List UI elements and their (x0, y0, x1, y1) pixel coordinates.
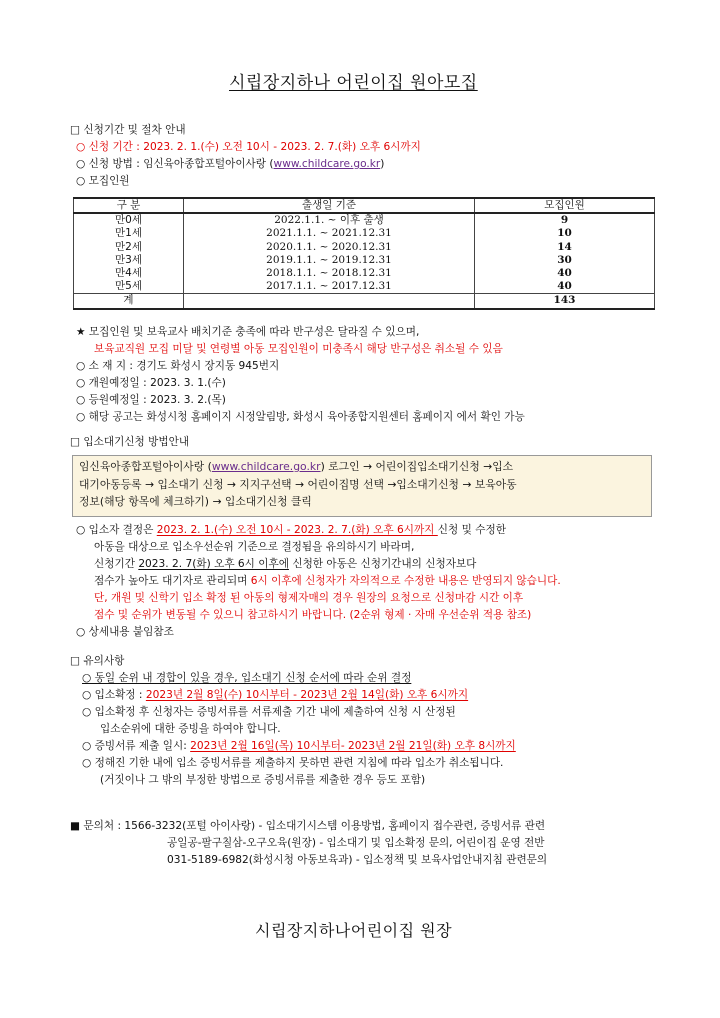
page-title: 시립장지하나 어린이집 원아모집 (229, 73, 478, 93)
table-row (74, 241, 655, 254)
age-cell: 만4세 (74, 267, 184, 280)
age-cell: 만5세 (74, 280, 184, 294)
birth-cell: 2019.1.1. ~ 2019.12.31 (184, 254, 475, 267)
age-cell: 만1세 (74, 227, 184, 240)
steps-line-1 (79, 458, 645, 476)
birth-cell: 2021.1.1. ~ 2021.12.31 (184, 227, 475, 240)
age-cell: 만2세 (74, 241, 184, 254)
decision-line-2: 아동을 대상으로 입소우선순위 기준으로 결정됨을 유의하시기 바라며, (94, 541, 415, 553)
birth-cell: 2020.1.1. ~ 2020.12.31 (184, 241, 475, 254)
application-method (76, 157, 384, 171)
decision-text: 신청 및 수정한 (437, 524, 506, 536)
childcare-link[interactable]: www.childcare.go.kr (273, 158, 381, 170)
decision-warning: 6시 이후에 신청자가 자의적으로 수정한 내용은 반영되지 않습니다. (250, 575, 561, 587)
caution-item-5: ○ 정해진 기한 내에 입소 증빙서류를 제출하지 못하면 관련 지침에 따라 입소가 취소됩니다. (82, 757, 504, 769)
steps-text: 임신육아종합포털아이사랑 ( (79, 460, 212, 473)
count-cell: 40 (475, 267, 655, 280)
caution-item-4 (82, 739, 516, 753)
steps-line-2: 대기아동등록 → 입소대기 신청 → 지지구선택 → 어린이집명 선택 →입소대기신청 → 보육아동 (79, 477, 517, 491)
decision-line-3 (94, 557, 476, 571)
caution-text: ○ 증빙서류 제출 일시: (82, 740, 191, 752)
decision-text: 신청기간 (94, 558, 139, 570)
decision-line-6: 점수 및 순위가 변동될 수 있으니 참고하시기 바랍니다. (2순위 형제 · 자매 우선순위 적용 참조) (94, 609, 532, 621)
age-cell: 만3세 (74, 254, 184, 267)
caution-text: ○ 입소확정 : (82, 689, 146, 701)
steps-text: ) 로그인 → 어린이집입소대기신청 →입소 (320, 460, 514, 473)
contact-line-1: ■ 문의처 : 1566-3232(포털 아이사랑) - 입소대기시스템 이용방법, 홈페이지 접수관련, 증빙서류 관련 (70, 820, 546, 832)
total-value: 143 (475, 294, 655, 309)
decision-line-4 (94, 574, 561, 588)
caution-item-3: ○ 입소확정 후 신청자는 증빙서류를 서류제출 기간 내에 제출하여 신청 시 산정된 (82, 706, 456, 718)
count-cell: 9 (475, 213, 655, 227)
contact-line-2: 공일공-팔구칠삼-오구오육(원장) - 입소대기 및 입소확정 문의, 어린이집 운영 전반 (167, 837, 545, 849)
method-text: ○ 신청 방법 : 임신육아종합포털아이사랑 ( (76, 158, 274, 170)
caution-item-1: ○ 동일 순위 내 경합이 있을 경우, 입소대기 신청 순서에 따라 순위 결정 (82, 672, 412, 684)
table-row (74, 280, 655, 294)
count-cell: 14 (475, 241, 655, 254)
header-birth: 출생일 기준 (184, 198, 475, 213)
document-period: 2023년 2월 16일(목) 10시부터- 2023년 2월 21일(화) 오후 8시까지 (190, 740, 516, 752)
application-period: ○ 신청 기간 : 2023. 2. 1.(수) 오전 10시 - 2023. 2. 7.(화) 오후 6시까지 (76, 141, 421, 153)
decision-text: ○ 입소자 결정은 (76, 524, 157, 536)
total-label: 계 (74, 294, 184, 309)
table-row (74, 227, 655, 240)
decision-text: 점수가 높아도 대기자로 관리되며 (94, 575, 251, 587)
childcare-link[interactable]: www.childcare.go.kr (211, 460, 321, 473)
decision-deadline: 2023. 2. 7(화) 오후 6시 이후에 (138, 558, 289, 570)
total-empty (184, 294, 475, 309)
header-count: 모집인원 (475, 198, 655, 213)
star-note: ★ 모집인원 및 보육교사 배치기준 충족에 따라 반구성은 달라질 수 있으며, (76, 326, 420, 338)
address: ○ 소 재 지 : 경기도 화성시 장지동 945번지 (76, 360, 280, 372)
signature: 시립장지하나어린이집 원장 (255, 921, 453, 940)
header-category: 구 분 (74, 198, 184, 213)
table-row (74, 213, 655, 227)
opening-date: ○ 개원예정일 : 2023. 3. 1.(수) (76, 377, 226, 389)
method-suffix: ) (380, 158, 385, 170)
birth-cell: 2018.1.1. ~ 2018.12.31 (184, 267, 475, 280)
detail-reference: ○ 상세내용 붙임참조 (76, 626, 174, 638)
decision-line-5: 단, 개원 및 신학기 입소 확정 된 아동의 형제자매의 경우 원장의 요청으로 신청마감 시간 이후 (94, 592, 524, 604)
age-cell: 만0세 (74, 213, 184, 227)
notice-location: ○ 해당 공고는 화성시청 홈페이지 시정알림방, 화성시 육아종합지원센터 홈페이지 에서 확인 가능 (76, 411, 525, 423)
recruit-table (73, 197, 655, 310)
star-note-warning: 보육교직원 모집 미달 및 연령별 아동 모집인원이 미충족시 해당 반구성은 취소될 수 있음 (94, 343, 503, 355)
count-cell: 10 (475, 227, 655, 240)
table-row (74, 267, 655, 280)
decision-line-1 (76, 523, 506, 537)
section3-heading: □ 유의사항 (70, 655, 125, 667)
birth-cell: 2017.1.1. ~ 2017.12.31 (184, 280, 475, 294)
count-cell: 30 (475, 254, 655, 267)
decision-period: 2023. 2. 1.(수) 오전 10시 - 2023. 2. 7.(화) 오후 6시까지 (156, 524, 438, 536)
section1-heading: □ 신청기간 및 절차 안내 (70, 124, 186, 136)
table-header-row (74, 198, 655, 213)
decision-text: 신청한 아동은 신청기간내의 신청자보다 (288, 558, 477, 570)
birth-cell: 2022.1.1. ~ 이후 출생 (184, 213, 475, 227)
table-total-row (74, 294, 655, 309)
steps-line-3: 정보(해당 항목에 체크하기) → 입소대기신청 클릭 (79, 495, 312, 508)
caution-item-3b: 입소순위에 대한 증빙을 하여야 합니다. (100, 723, 281, 735)
enrollment-date: ○ 등원예정일 : 2023. 3. 2.(목) (76, 394, 226, 406)
caution-item-2 (82, 688, 468, 702)
recruit-label: ○ 모집인원 (76, 175, 130, 187)
table-row (74, 254, 655, 267)
count-cell: 40 (475, 280, 655, 294)
waitlist-steps-box (72, 455, 652, 517)
caution-item-5b: (거짓이나 그 밖의 부정한 방법으로 증빙서류를 제출한 경우 등도 포함) (100, 774, 426, 786)
confirm-period: 2023년 2월 8일(수) 10시부터 - 2023년 2월 14일(화) 오후 6시까지 (145, 689, 469, 701)
section2-heading: □ 입소대기신청 방법안내 (70, 436, 190, 448)
contact-line-3: 031-5189-6982(화성시청 아동보육과) - 입소정책 및 보육사업안내지침 관련문의 (167, 854, 548, 866)
